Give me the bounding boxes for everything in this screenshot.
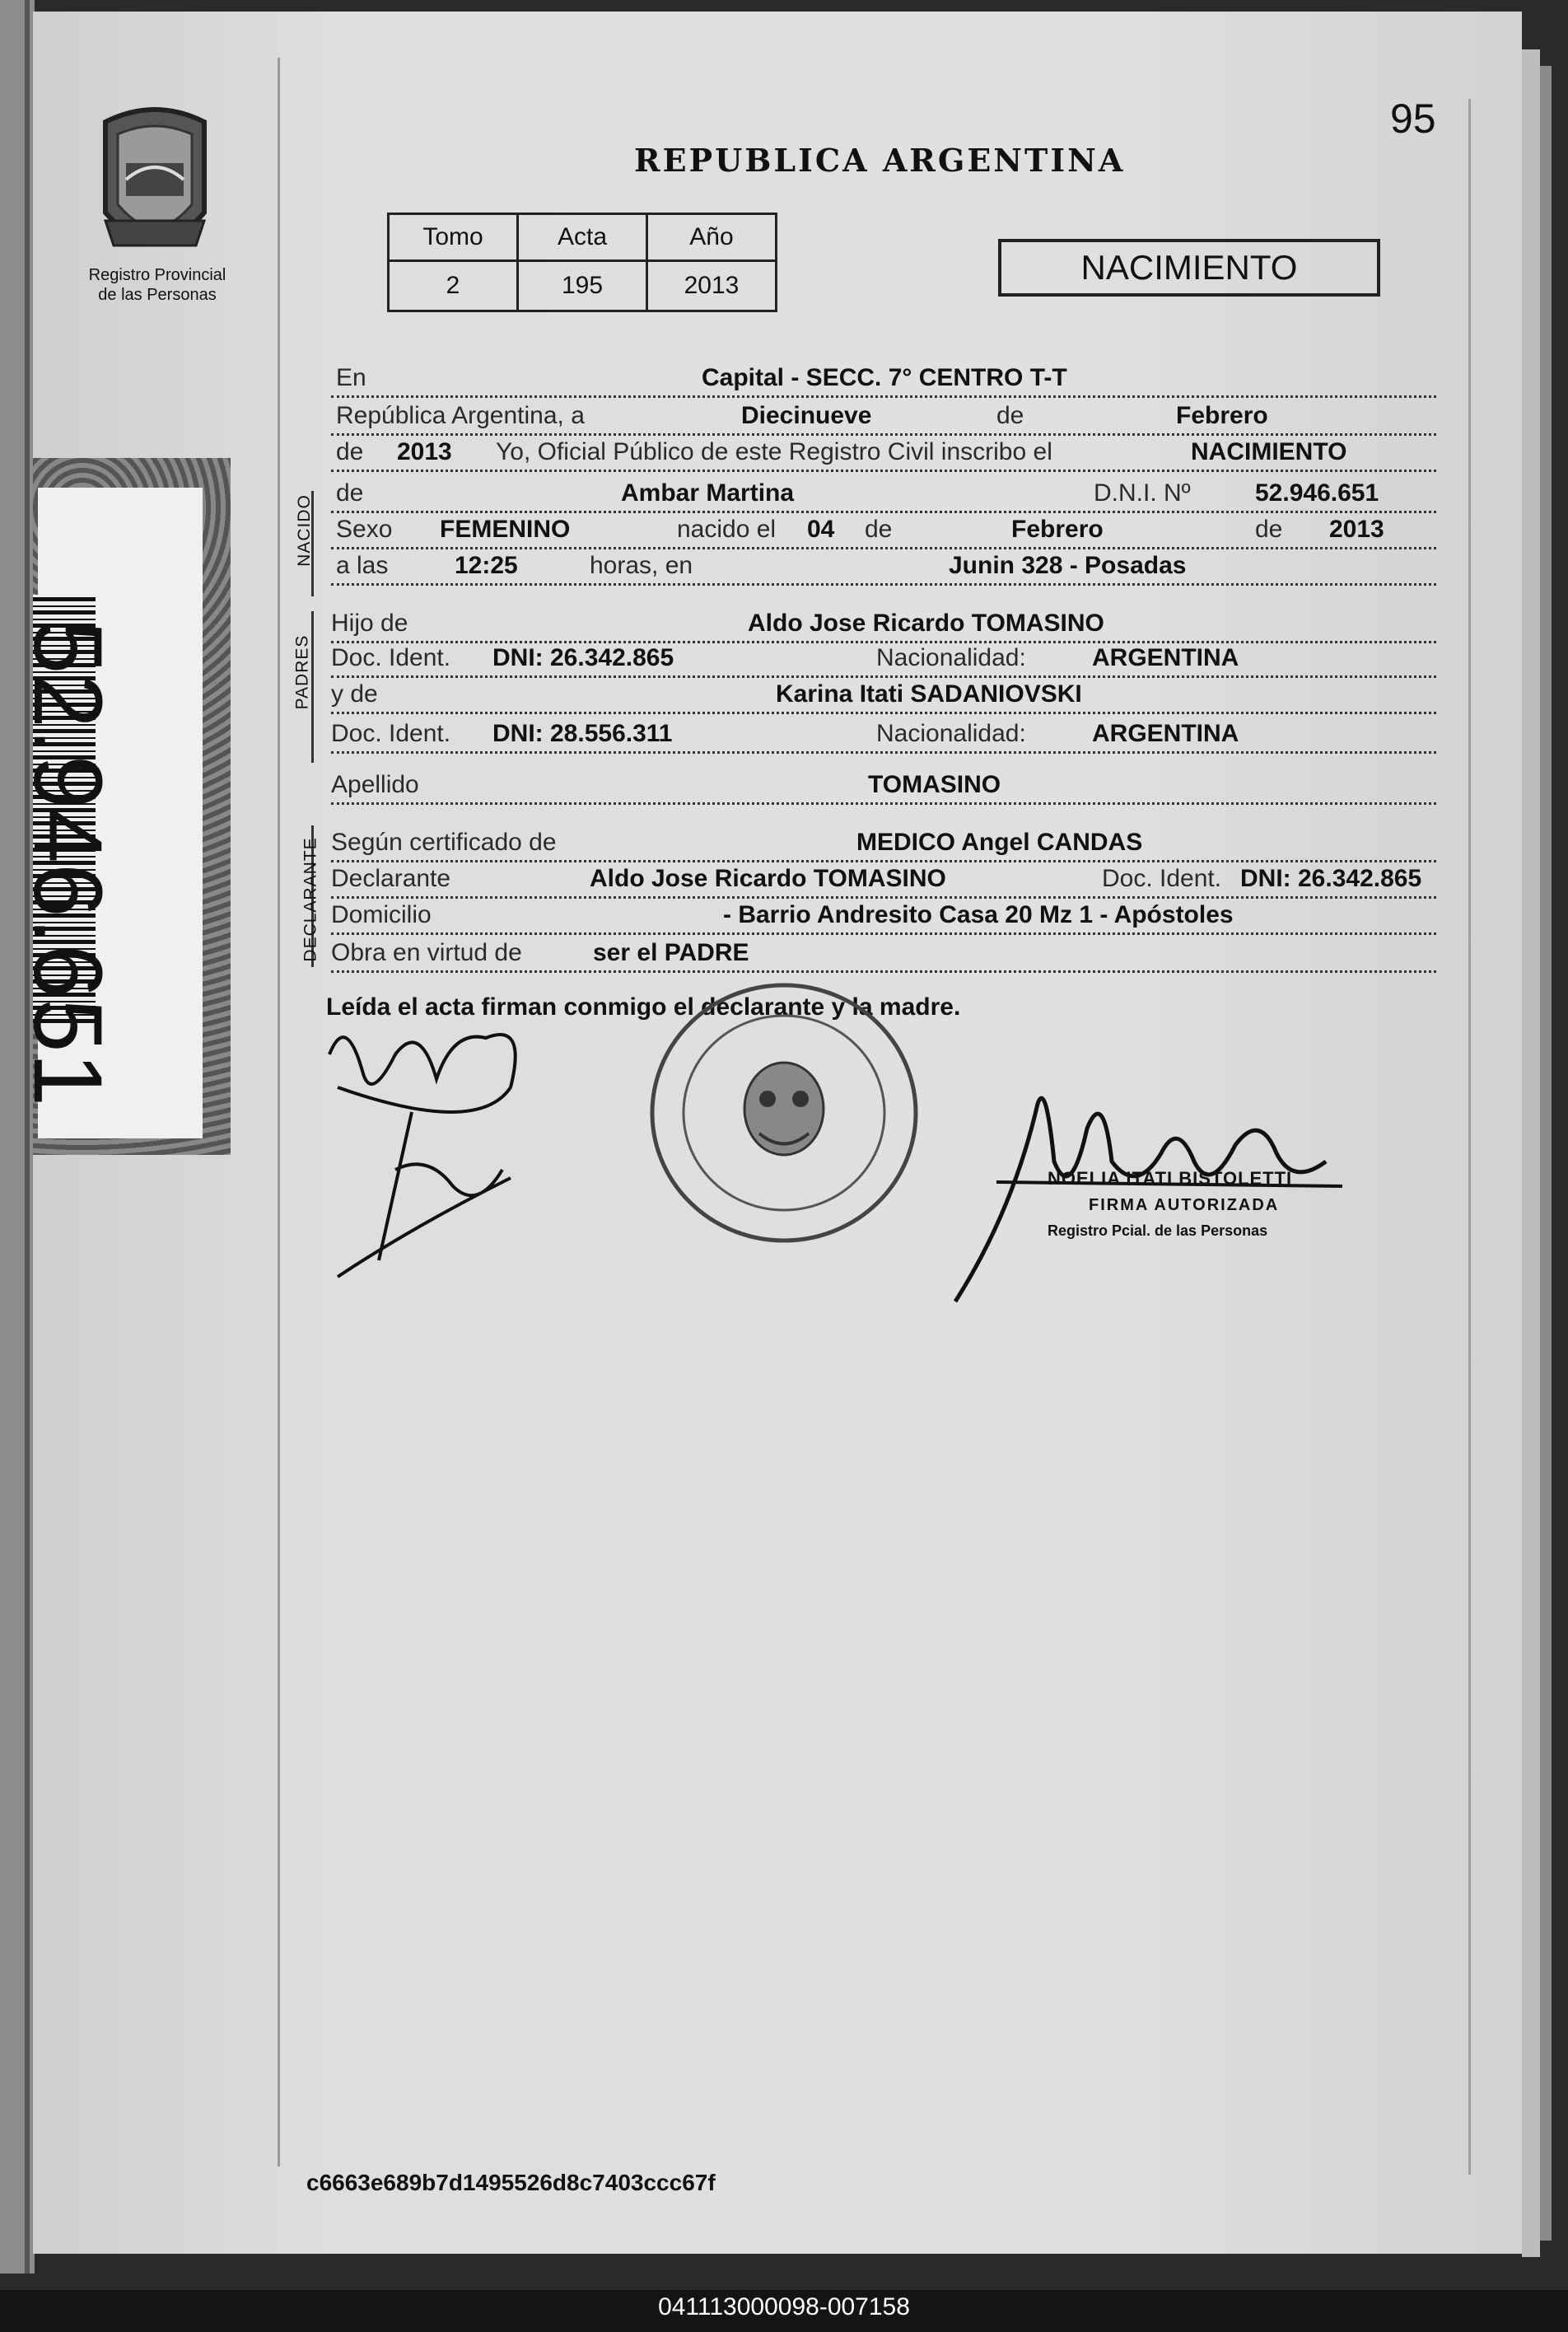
officer-signature-icon <box>947 1063 1359 1318</box>
section-label-declarant: DECLARANTE <box>301 837 320 962</box>
label-declarante: Declarante <box>331 865 451 892</box>
value-declarante-doc: DNI: 26.342.865 <box>1240 865 1422 892</box>
value-birth-month: Febrero <box>1011 516 1104 543</box>
line-certificate <box>331 824 1436 862</box>
label-doc: Doc. Ident. <box>331 644 451 671</box>
label-apellido: Apellido <box>331 771 419 798</box>
label-domicilio: Domicilio <box>331 901 432 928</box>
label-de4: de <box>865 516 893 543</box>
right-rule <box>1468 99 1471 2175</box>
value-father: Aldo Jose Ricardo TOMASINO <box>748 610 1104 637</box>
page-edge <box>1522 49 1540 2257</box>
value-mother-nat: ARGENTINA <box>1092 720 1239 747</box>
value-sexo: FEMENINO <box>440 516 571 543</box>
line-domicilio <box>331 896 1436 935</box>
section-label-born: NACIDO <box>294 494 314 567</box>
value-domicilio: - Barrio Andresito Casa 20 Mz 1 - Apóstoles <box>723 901 1234 928</box>
label-de: de <box>996 402 1024 429</box>
line-year <box>331 433 1436 472</box>
seal-caption-line2: de las Personas <box>98 286 217 304</box>
value-year: 2013 <box>397 438 452 465</box>
value-mother-doc: DNI: 28.556.311 <box>492 720 673 747</box>
value-place: Capital - SECC. 7° CENTRO T-T <box>702 364 1067 391</box>
scan-footer-id: 041113000098-007158 <box>658 2293 910 2320</box>
line-mother-doc <box>331 715 1436 754</box>
registry-header-row <box>389 214 777 261</box>
registry-value-ano: 2013 <box>647 261 777 311</box>
spine-line <box>25 0 30 2274</box>
document-hash: c6663e689b7d1495526d8c7403ccc67f <box>306 2170 716 2195</box>
line-father-doc <box>331 639 1436 678</box>
sticker-number: 52.946.651 <box>13 619 122 1107</box>
seal-caption-line1: Registro Provincial <box>88 266 226 284</box>
value-dni: 52.946.651 <box>1255 479 1379 507</box>
label-republica: República Argentina, a <box>336 402 585 429</box>
line-date <box>331 397 1436 436</box>
declarant-signatures-icon <box>313 1005 560 1302</box>
line-mother <box>331 675 1436 714</box>
registry-header-ano: Año <box>647 214 777 261</box>
line-father <box>331 605 1436 643</box>
label-alas: a las <box>336 552 389 579</box>
label-doc2: Doc. Ident. <box>331 720 451 747</box>
label-obra: Obra en virtud de <box>331 939 522 966</box>
registry-table <box>387 213 777 312</box>
registry-header-tomo: Tomo <box>389 214 518 261</box>
country-heading: REPUBLICA ARGENTINA <box>634 142 1126 179</box>
value-father-nat: ARGENTINA <box>1092 644 1239 671</box>
label-hijo: Hijo de <box>331 610 408 637</box>
registry-header-acta: Acta <box>518 214 647 261</box>
value-day: Diecinueve <box>741 402 872 429</box>
line-time <box>331 547 1436 586</box>
label-nac2: Nacionalidad: <box>876 720 1026 747</box>
label-dni: D.N.I. Nº <box>1094 479 1191 507</box>
value-time: 12:25 <box>455 552 518 579</box>
label-doc3: Doc. Ident. <box>1102 865 1222 892</box>
value-mother: Karina Itati SADANIOVSKI <box>776 680 1082 708</box>
label-oficial: Yo, Oficial Público de este Registro Civil inscribo el <box>496 438 1052 465</box>
label-segun: Según certificado de <box>331 829 557 856</box>
official-stamp-icon <box>644 977 924 1249</box>
label-nacido: nacido el <box>677 516 777 543</box>
page-number: 95 <box>1390 96 1436 142</box>
line-apellido <box>331 766 1436 805</box>
label-nac: Nacionalidad: <box>876 644 1026 671</box>
officer-name: NOELIA ITATI BISTOLETTI <box>1048 1168 1293 1189</box>
line-obra <box>331 934 1436 973</box>
act-type-box: NACIMIENTO <box>998 239 1380 297</box>
label-de2: de <box>336 438 364 465</box>
value-obra: ser el PADRE <box>593 939 749 966</box>
value-name: Ambar Martina <box>621 479 795 507</box>
line-sex <box>331 511 1436 549</box>
label-yde: y de <box>331 680 378 708</box>
closing-statement: Leída el acta firman conmigo el declarante y la madre. <box>326 993 961 1021</box>
provincial-seal-icon <box>89 105 221 262</box>
registry-value-acta: 195 <box>518 261 647 311</box>
registry-value-tomo: 2 <box>389 261 518 311</box>
line-place <box>331 359 1436 398</box>
page-edge-dark <box>1540 66 1552 2241</box>
value-birth-year: 2013 <box>1329 516 1384 543</box>
label-de3: de <box>336 479 364 507</box>
line-declarant <box>331 860 1436 899</box>
line-name <box>331 474 1436 513</box>
label-horas: horas, en <box>590 552 693 579</box>
seal-caption <box>63 265 252 305</box>
section-label-parents: PADRES <box>292 634 312 710</box>
value-apellido: TOMASINO <box>868 771 1001 798</box>
label-en: En <box>336 364 366 391</box>
registry-value-row <box>389 261 777 311</box>
value-act: NACIMIENTO <box>1191 438 1347 465</box>
label-sexo: Sexo <box>336 516 393 543</box>
value-birth-day: 04 <box>807 516 835 543</box>
label-de5: de <box>1255 516 1283 543</box>
margin-rule <box>278 58 280 2166</box>
officer-role: FIRMA AUTORIZADA <box>1089 1196 1280 1214</box>
value-declarante: Aldo Jose Ricardo TOMASINO <box>590 865 946 892</box>
officer-office: Registro Pcial. de las Personas <box>1048 1222 1268 1239</box>
value-place-birth: Junin 328 - Posadas <box>949 552 1187 579</box>
value-month: Febrero <box>1176 402 1268 429</box>
value-segun: MEDICO Angel CANDAS <box>856 829 1143 856</box>
value-father-doc: DNI: 26.342.865 <box>492 644 674 671</box>
